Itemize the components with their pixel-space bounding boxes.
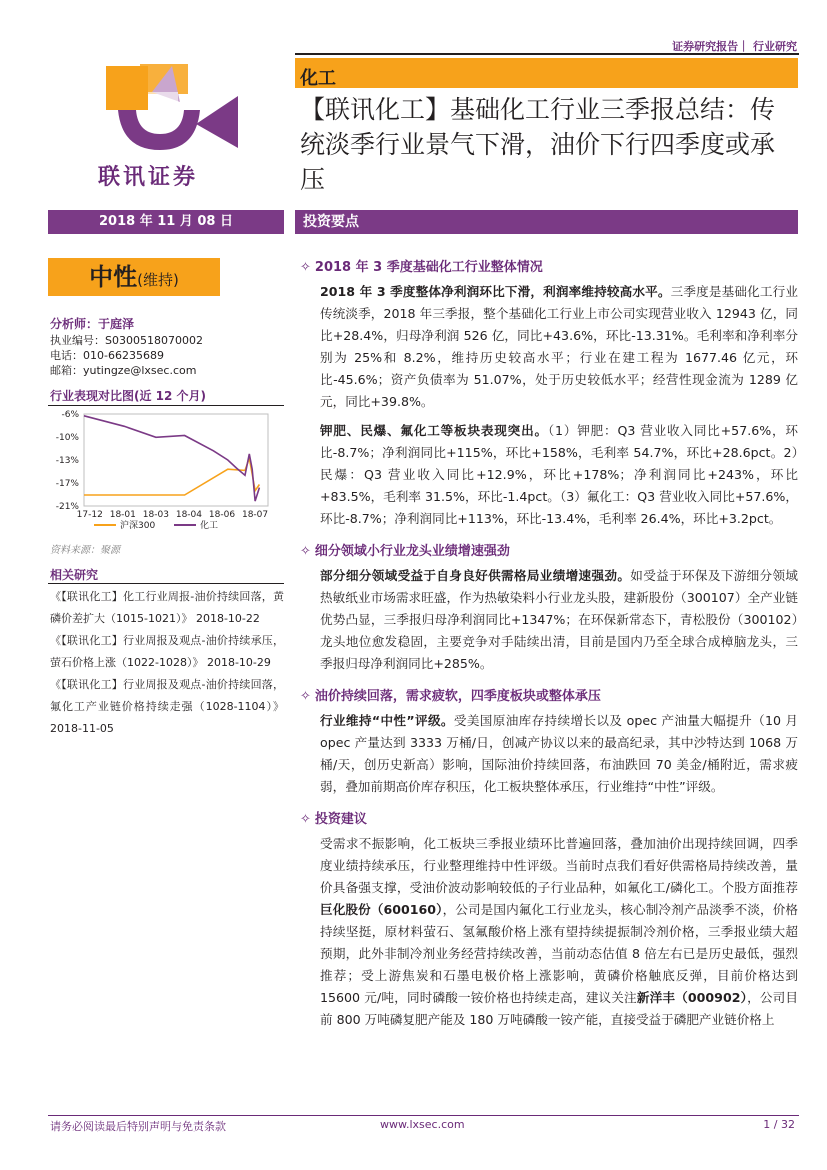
paragraph [320,710,798,798]
related-research-item[interactable]: 《【联讯化工】化工行业周报-油价持续回落，黄磷价差扩大（1015-1021）》 2018-10-22 [50,590,284,625]
paragraph [320,420,798,530]
series-line-化工 [84,416,259,501]
report-title: 【联讯化工】基础化工行业三季报总结：传统淡季行业景气下滑，油价下行四季度或承压 [300,95,776,194]
x-tick-label: 18-03 [142,510,169,520]
series-line-沪深300 [84,458,259,495]
investment-summary [300,256,798,1031]
paragraph-lead: 部分细分领域受益于自身良好供需格局业绩增速强劲。 [320,568,631,583]
rating-note: (维持) [137,271,179,289]
sector-label: 化工 [300,68,336,89]
diamond-icon: ✧ [300,812,311,827]
page-number: 1 / 32 [763,1118,795,1131]
paragraph-lead: 行业维持“中性”评级。 [320,713,454,728]
y-tick-label: -6% [61,410,79,420]
header-rule [295,53,799,55]
paragraph-text: （1）钾肥：Q3 营业收入同比+57.6%，环比-8.7%；净利润同比+115%，环比+158%，毛利率 54.7%，环比+28.6pct。2）民爆：Q3 营业收入同比+12.9%，环比+178%；净利润同比+243%，环比+83.5%，毛利率 31.5%，环比-1.4pct。（3）氟化工：Q3 营业收入同比+57.6%，环比-8.7%；净利润同比+113%，环比-13.4%，毛利率 26.4%，环比+3.2pct。 [320,423,799,526]
paragraph-lead: 钾肥、民爆、氟化工等板块表现突出。 [320,423,548,438]
stock-recommendation: 新洋丰（000902） [636,990,748,1005]
summary-heading: 投资要点 [295,210,798,234]
analyst-email[interactable]: 邮箱：yutingze@lxsec.com [50,364,197,377]
paragraph [320,565,798,675]
diamond-icon: ✧ [300,544,311,559]
paragraph [320,281,798,413]
y-tick-label: -17% [55,479,79,489]
related-research-rule [48,583,284,584]
report-type-label: 证券研究报告｜ 行业研究 [672,40,797,53]
analyst-name: 分析师：于庭泽 [50,317,135,331]
related-research-item[interactable]: 《【联讯化工】行业周报及观点-油价持续承压，萤石价格上涨（1022-1028）》 2018-10-29 [50,634,284,669]
legend-label: 沪深300 [120,521,156,531]
performance-chart [48,406,284,540]
diamond-icon: ✧ [300,689,311,704]
related-research-list [50,586,284,740]
y-tick-label: -21% [55,502,79,512]
footer-rule [48,1115,799,1116]
legend-label: 化工 [200,521,219,531]
section-heading: ✧ 细分领域小行业龙头业绩增速强劲 [300,544,510,559]
paragraph-text: 三季度是基础化工行业传统淡季，2018 年三季报，整个基础化工行业上市公司实现营业收入 12943 亿，同比+28.4%，归母净利润 526 亿，同比+43.6%，环比-13.31%。毛利率和净利率分别为 25%和 8.2%，维持历史较高水平；行业在建工程为 1677.46 亿元，环比-45.6%；资产负债率为 51.07%，处于历史较低水平；经营性现金流为 1289 亿元，同比+39.8%。 [320,284,799,409]
sector-bar [295,58,798,88]
paragraph: 受需求不振影响，化工板块三季报业绩环比普遍回落，叠加油价出现持续回调，四季度业绩持续承压，行业整理维持中性评级。当前时点我们看好供需格局持续改善，量价具备强支撑，受油价波动影响较低的子行业品种，如氟化工/磷化工。个股方面推荐巨化股份（600160），公司是国内氟化工行业龙头，核心制冷剂产品淡季不淡，价格持续坚挺，原材料萤石、氢氟酸价格上涨有望持续提振制冷剂价格，三季报业绩大超预期，此外非制冷剂业务经营持续改善，当前动态估值 8 倍左右已是历史最低，强烈推荐；受上游焦炭和石墨电极价格上涨影响，黄磷价格触底反弹，目前价格达到 15600 元/吨，同时磷酸一铵价格也持续走高，建议关注新洋丰（000902），公司目前 800 万吨磷复肥产能及 180 万吨磷酸一铵产能，直接受益于磷肥产业链价格上 [320,836,799,1027]
footer-disclaimer[interactable]: 请务必阅读最后特别声明与免责条款 [50,1120,226,1133]
diamond-icon: ✧ [300,260,311,275]
section-heading: ✧ 投资建议 [300,812,367,827]
section-heading: ✧ 油价持续回落，需求疲软，四季度板块或整体承压 [300,689,601,704]
x-tick-label: 18-06 [208,510,236,520]
chart-title: 行业表现对比图(近 12 个月) [50,389,207,403]
report-date: 2018 年 11 月 08 日 [48,210,284,234]
stock-recommendation: 巨化股份（600160） [320,902,443,917]
related-research-title: 相关研究 [50,568,99,582]
section-heading: ✧ 2018 年 3 季度基础化工行业整体情况 [300,260,543,275]
analyst-phone: 电话：010-66235689 [50,349,164,362]
x-tick-label: 17-12 [76,510,103,520]
x-tick-label: 18-01 [109,510,136,520]
footer-url[interactable]: www.lxsec.com [380,1118,465,1131]
y-tick-label: -13% [55,456,79,466]
x-tick-label: 18-07 [241,510,269,520]
x-tick-label: 18-04 [175,510,203,520]
y-tick-label: -10% [55,433,79,443]
rating-value: 中性 [89,263,138,291]
rating-badge [48,258,220,296]
paragraph-lead: 2018 年 3 季度整体净利润环比下滑，利润率维持较高水平。 [320,284,671,299]
chart-source: 资料来源：聚源 [50,545,120,556]
paragraph-text: 受美国原油库存持续增长以及 opec 产油量大幅提升（10 月 opec 产量达到 3333 万桶/日，创减产协议以来的最高纪录，其中沙特达到 1068 万桶/天，创历史新高）影响，国际油价持续回落，布油跌回 70 美金/桶附近，需求疲弱，叠加前期高价库存积压，化工板块整体承压，行业维持“中性”评级。 [320,713,799,794]
analyst-license: 执业编号：S0300518070002 [50,334,203,347]
related-research-item[interactable]: 《【联讯化工】行业周报及观点-油价持续回落，氟化工产业链价格持续走强（1028-1104）》2018-11-05 [50,678,284,735]
logo-text: 联讯证券 [98,165,199,190]
paragraph-text: 如受益于环保及下游细分领域热敏纸业市场需求旺盛，作为热敏染料小行业龙头股，建新股份（300107）全产业链优势凸显，三季报归母净利润同比+1347%；在环保新常态下，青松股份（300102）龙头地位愈发稳固，主要竞争对手陆续出清，目前是国内乃至全球合成樟脑龙头，三季报归母净利润同比+285%。 [320,568,799,671]
